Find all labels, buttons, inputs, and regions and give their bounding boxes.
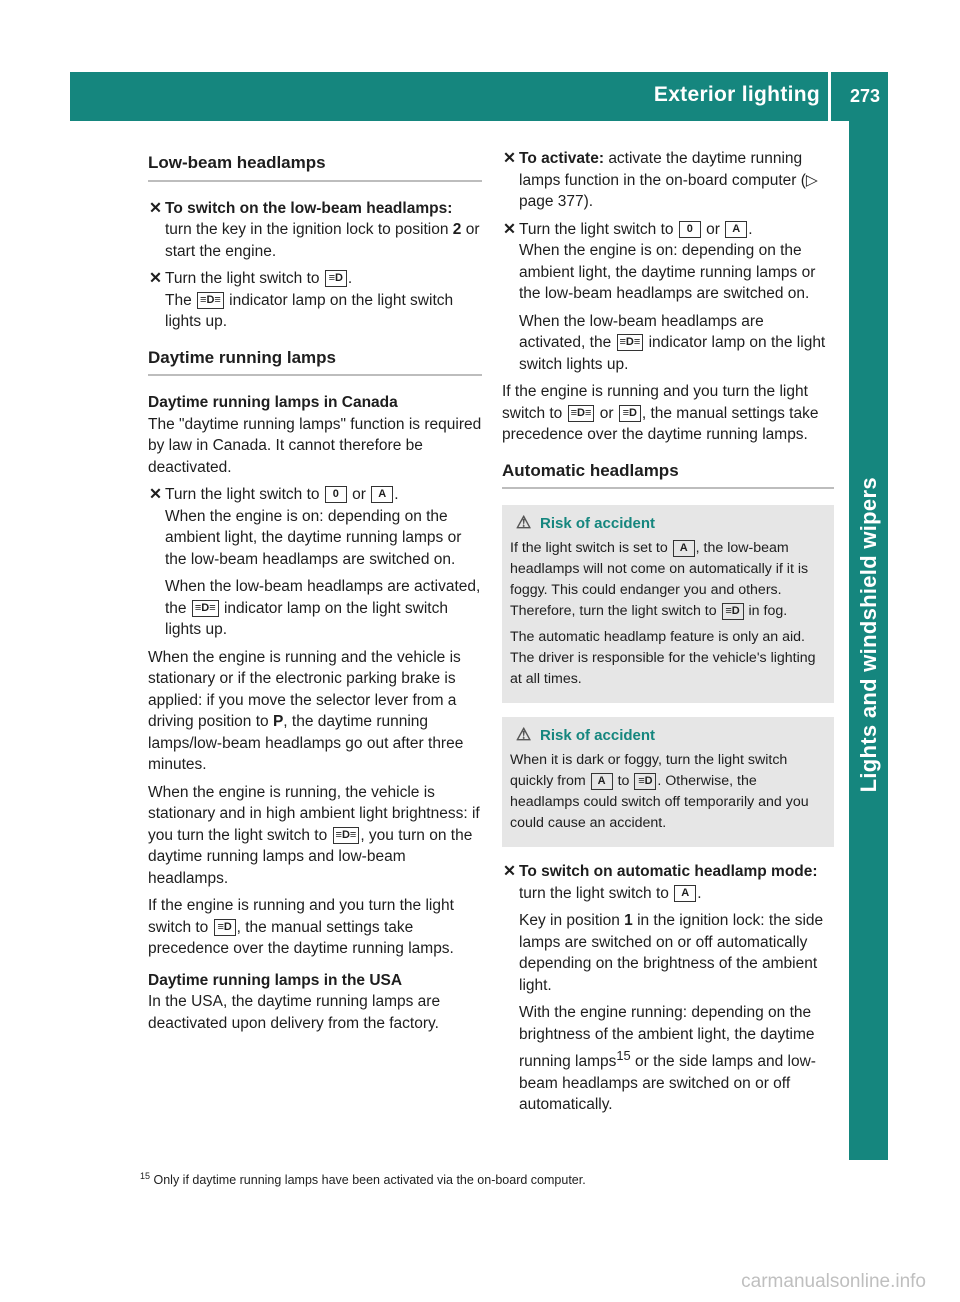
text: or: [599, 404, 614, 422]
header-divider: [828, 72, 831, 121]
paragraph-precedence: [502, 381, 834, 446]
gear-position: P: [272, 713, 284, 730]
daytime-lamp-icon: ≡D≡: [568, 405, 595, 422]
switch-auto-icon: A: [674, 885, 696, 902]
step-switch-low-beam: [148, 198, 482, 263]
left-column: [148, 148, 482, 1040]
text: in the ignition lock: the side lamps are switched on or off automatically depending on the brightness of the ambient light.: [519, 912, 824, 994]
step-sub-paragraph: [502, 910, 834, 996]
heading-usa: Daytime running lamps in the USA: [148, 971, 403, 989]
side-tab-label-wrap: [849, 425, 888, 845]
step-turn-switch-right: ✕ Turn the light switch to 0 or A . When the engine is on: depending on the ambient light, the daytime running lamps or the low-beam headlamps are switched on.: [503, 220, 816, 302]
switch-auto-icon: A: [371, 486, 393, 503]
step-text: When the low-beam headlamps are activated, the: [165, 578, 481, 617]
warning-title: [510, 513, 826, 534]
text: Risk of accident: [540, 727, 656, 744]
warning-box: [502, 505, 834, 703]
footnote-number: 15: [140, 1171, 151, 1181]
warning-text: [510, 750, 826, 834]
step-text: Turn the light switch to: [165, 270, 320, 287]
step-text: or: [706, 220, 720, 238]
step-text: or start the engine.: [165, 221, 480, 260]
heading-low-beam: Low-beam headlamps: [148, 152, 482, 182]
text: When it is dark or foggy, turn the light switch quickly from: [510, 752, 788, 789]
text: Risk of accident: [540, 515, 656, 532]
heading-automatic: Automatic headlamps: [502, 460, 834, 490]
low-beam-icon: ≡D: [619, 405, 641, 422]
text: . Otherwise, the headlamps could switch off temporarily and you could cause an accident.: [510, 773, 809, 831]
text: With the engine running: depending on the brightness of the ambient light, the daytime running lamps: [519, 1004, 815, 1071]
step-text: indicator lamp on the light switch lights up.: [519, 334, 826, 373]
text: to: [617, 773, 630, 789]
daytime-lamp-icon: ≡D≡: [192, 600, 219, 617]
paragraph-high-ambient: [148, 782, 482, 890]
position-number: 2: [452, 221, 462, 238]
step-automatic-mode: ✕ To switch on automatic headlamp mode: turn the light switch to A .: [503, 863, 818, 902]
step-marker-icon: ✕: [149, 486, 162, 503]
switch-off-icon: 0: [325, 486, 347, 503]
low-beam-icon: ≡D: [722, 603, 744, 620]
low-beam-icon: ≡D: [634, 773, 656, 790]
step-text: indicator lamp on the light switch lights up.: [165, 291, 454, 330]
position-number: 1: [624, 912, 633, 929]
text: , the manual settings take precedence over the daytime running lamps.: [502, 404, 819, 443]
switch-auto-icon: A: [725, 221, 747, 238]
footnote: [140, 1166, 840, 1192]
step-turn-switch: ✕ Turn the light switch to ≡D . The ≡D≡ indicator lamp on the light switch lights up.: [149, 270, 454, 330]
step-bold: To switch on automatic headlamp mode:: [519, 863, 818, 880]
daytime-lamp-icon: ≡D≡: [617, 334, 644, 351]
step-text: Turn the light switch to: [165, 486, 320, 503]
text: , the low-beam headlamps will not come on automatically if it is foggy. This could endanger you and others. Therefore, turn the light switch to: [510, 540, 809, 619]
warning-triangle-icon: ⚠: [516, 725, 532, 744]
step-sub-paragraph: [148, 576, 482, 641]
page-number: 273: [849, 86, 880, 106]
daytime-lamp-icon: ≡D≡: [197, 292, 224, 309]
step-sub-paragraph: [502, 1002, 834, 1116]
low-beam-icon: ≡D: [325, 270, 347, 287]
switch-auto-icon: A: [591, 773, 613, 790]
step-marker-icon: ✕: [503, 863, 516, 880]
step-bold: To activate:: [519, 150, 604, 167]
step-text: When the engine is on: depending on the ambient light, the daytime running lamps or the low-beam headlamps are switched on.: [519, 242, 816, 302]
step-turn-switch-canada: ✕ Turn the light switch to 0 or A . When the engine is on: depending on the ambient light, the daytime running lamps or the low-beam headlamps are switched on.: [149, 486, 462, 568]
step-text: or: [352, 486, 366, 503]
switch-off-icon: 0: [679, 221, 701, 238]
text: in fog.: [748, 603, 788, 619]
heading-daytime: Daytime running lamps: [148, 347, 482, 377]
step-text: turn the key in the ignition lock to position: [165, 221, 449, 238]
text: , the manual settings take precedence over the daytime running lamps.: [148, 918, 454, 957]
step-activate: [502, 148, 834, 213]
text: When the engine is running, the vehicle is stationary and in high ambient light brightness: if you turn the light switch to: [148, 783, 480, 844]
warning-triangle-icon: ⚠: [516, 513, 532, 532]
warning-title: [510, 725, 826, 746]
text: , the daytime running lamps/low-beam headlamps go out after three minutes.: [148, 713, 464, 773]
step-text: turn the light switch to: [519, 884, 669, 902]
paragraph-usa: In the USA, the daytime running lamps are deactivated upon delivery from the factory.: [148, 993, 441, 1032]
page-header: [70, 72, 888, 121]
warning-text: The automatic headlamp feature is only an aid. The driver is responsible for the vehicle's lighting at all times.: [510, 629, 816, 687]
right-column: [502, 148, 834, 1122]
step-text: indicator lamp on the light switch lights up.: [165, 599, 448, 638]
step-bold: To switch on the low-beam headlamps:: [165, 199, 453, 217]
step-marker-icon: ✕: [149, 199, 162, 217]
footnote-text: Only if daytime running lamps have been activated via the on-board computer.: [153, 1173, 586, 1188]
text: or the side lamps and low-beam headlamps are switched on or off automatically.: [519, 1053, 816, 1114]
paragraph-manual-settings: [148, 895, 482, 960]
step-text: activate the daytime running lamps function in the on-board computer: [519, 150, 803, 189]
warning-text: [510, 538, 826, 622]
step-text: Turn the light switch to: [519, 220, 674, 238]
footnote-ref: 15: [616, 1048, 631, 1063]
page-reference: (▷ page 377).: [519, 171, 818, 210]
switch-auto-icon: A: [673, 540, 695, 557]
step-text: The: [165, 291, 192, 309]
header-title: Exterior lighting: [653, 83, 820, 106]
warning-box: [502, 717, 834, 847]
text: When the engine is running and the vehicle is stationary or if the electronic parking brake is applied: if you move the selector lever from a driving position to: [148, 648, 461, 730]
paragraph-canada: The "daytime running lamps" function is required by law in Canada. It cannot therefore be deactivated.: [148, 415, 482, 476]
step-text: When the low-beam headlamps are activated, the: [519, 312, 764, 351]
step-marker-icon: ✕: [503, 150, 516, 167]
text: , you turn on the daytime running lamps and low-beam headlamps.: [148, 826, 473, 887]
step-sub-paragraph: [502, 311, 834, 376]
text: If the light switch is set to: [510, 540, 668, 556]
heading-canada: Daytime running lamps in Canada: [148, 394, 398, 411]
paragraph-stationary: [148, 647, 482, 776]
watermark: carmanualsonline.info: [741, 1271, 926, 1292]
low-beam-icon: ≡D: [214, 919, 236, 936]
step-text: When the engine is on: depending on the ambient light, the daytime running lamps or the low-beam headlamps are switched on.: [165, 507, 462, 568]
daytime-lamp-icon: ≡D≡: [333, 827, 360, 844]
text: If the engine is running and you turn the light switch to: [148, 897, 454, 936]
text: Key in position: [519, 912, 620, 929]
step-marker-icon: ✕: [503, 220, 516, 238]
step-marker-icon: ✕: [149, 270, 162, 287]
text: If the engine is running and you turn the light switch to: [502, 383, 808, 422]
side-tab-label: Lights and windshield wipers: [855, 477, 881, 793]
